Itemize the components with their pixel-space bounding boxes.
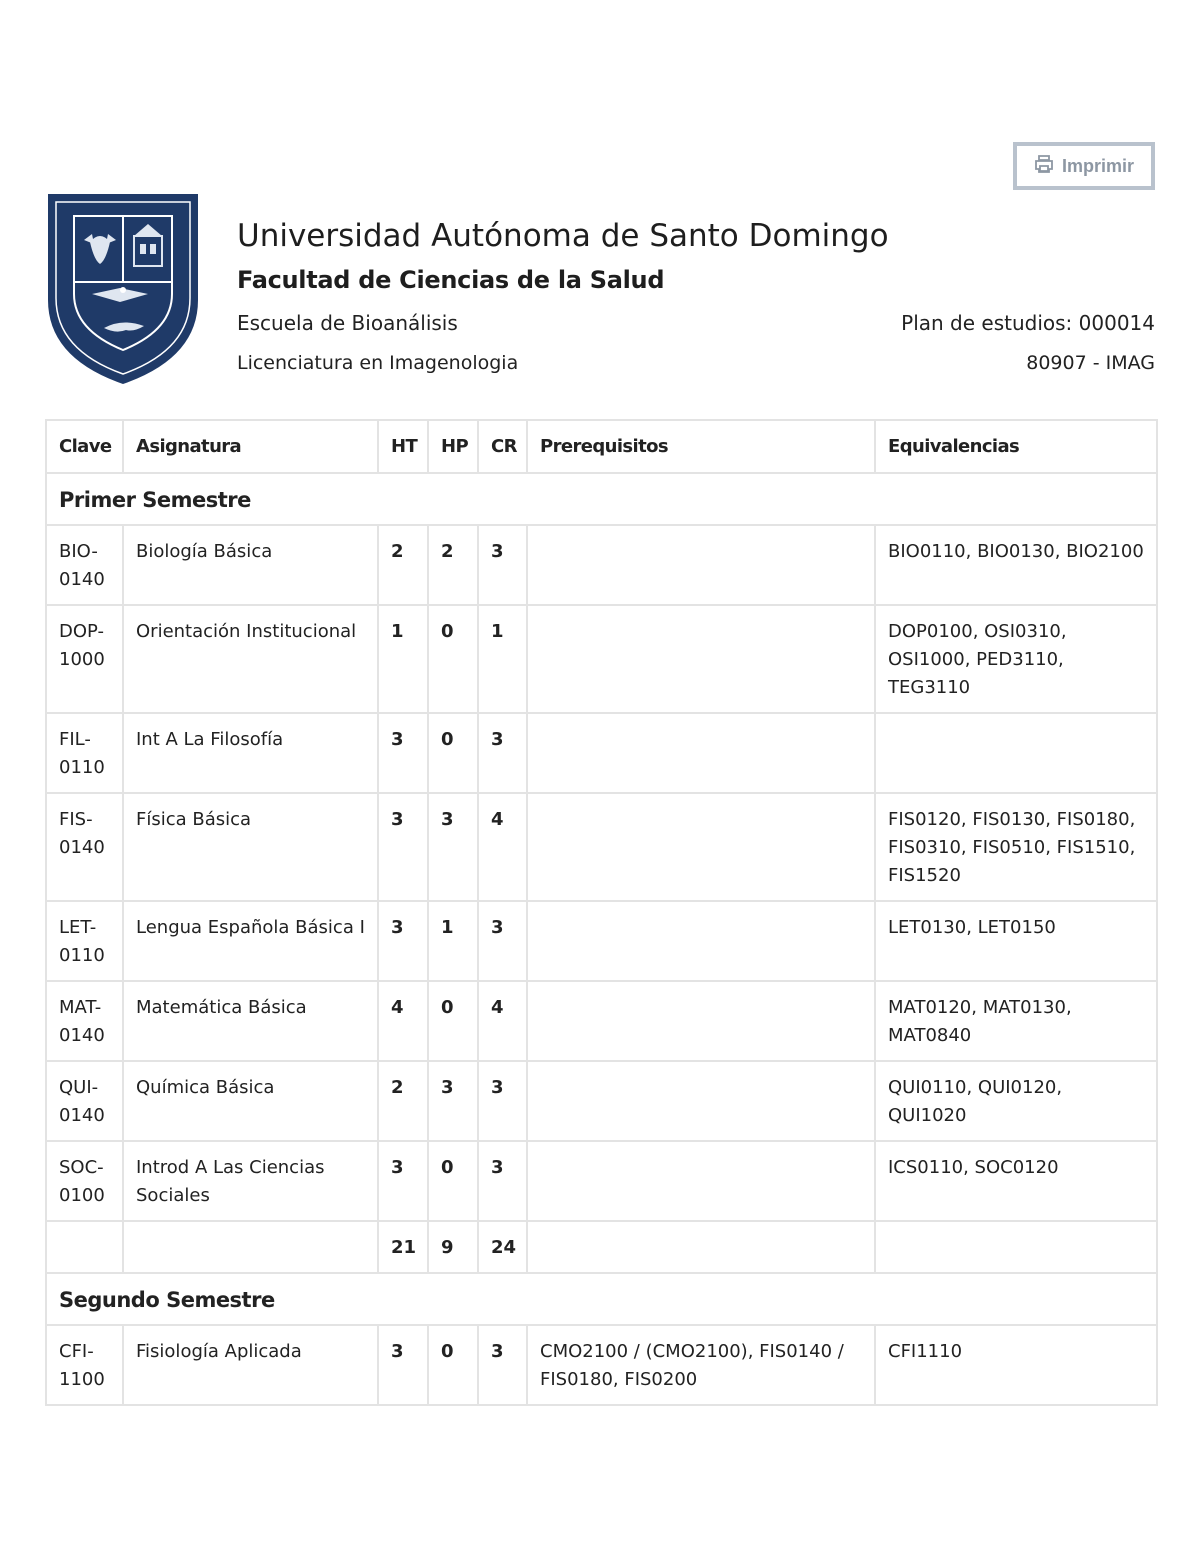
semester-header-row (46, 1273, 1157, 1325)
cell-prerequisitos (527, 981, 875, 1061)
cell-clave: SOC-0100 (46, 1141, 123, 1221)
cell-asignatura: Orientación Institucional (123, 605, 378, 713)
cell-hp: 0 (428, 981, 478, 1061)
table-row (46, 525, 1157, 605)
column-header-ht: HT (378, 420, 428, 473)
table-row (46, 605, 1157, 713)
study-plan: Plan de estudios: 000014 (901, 311, 1155, 335)
cell-cr: 3 (478, 1325, 527, 1405)
cell-clave: MAT-0140 (46, 981, 123, 1061)
cell-equivalencias: DOP0100, OSI0310, OSI1000, PED3110, TEG3110 (875, 605, 1157, 713)
column-header-asignatura: Asignatura (123, 420, 378, 473)
cell-prerequisitos: CMO2100 / (CMO2100), FIS0140 / FIS0180, FIS0200 (527, 1325, 875, 1405)
cell-hp: 0 (428, 1325, 478, 1405)
cell-hp: 2 (428, 525, 478, 605)
faculty-name: Facultad de Ciencias de la Salud (237, 266, 665, 294)
cell-ht: 3 (378, 1141, 428, 1221)
cell-asignatura: Int A La Filosofía (123, 713, 378, 793)
cell-equivalencias: ICS0110, SOC0120 (875, 1141, 1157, 1221)
university-name: Universidad Autónoma de Santo Domingo (237, 218, 889, 254)
print-button[interactable] (1013, 142, 1155, 190)
cell-ht: 3 (378, 793, 428, 901)
table-row (46, 901, 1157, 981)
cell-ht: 3 (378, 1325, 428, 1405)
cell-prerequisitos (527, 1061, 875, 1141)
cell-hp: 1 (428, 901, 478, 981)
cell-cr: 3 (478, 1141, 527, 1221)
column-header-cr: CR (478, 420, 527, 473)
semester-title: Segundo Semestre (46, 1273, 1157, 1325)
cell-ht: 2 (378, 525, 428, 605)
curriculum-table (45, 419, 1158, 1406)
cell-clave: QUI-0140 (46, 1061, 123, 1141)
cell-empty (527, 1221, 875, 1273)
cell-equivalencias: MAT0120, MAT0130, MAT0840 (875, 981, 1157, 1061)
cell-equivalencias: BIO0110, BIO0130, BIO2100 (875, 525, 1157, 605)
cell-clave: DOP-1000 (46, 605, 123, 713)
printer-icon (1034, 155, 1054, 178)
cell-prerequisitos (527, 793, 875, 901)
cell-ht: 3 (378, 713, 428, 793)
semester-header-row (46, 473, 1157, 525)
cell-prerequisitos (527, 713, 875, 793)
cell-cr: 4 (478, 981, 527, 1061)
cell-equivalencias: QUI0110, QUI0120, QUI1020 (875, 1061, 1157, 1141)
cell-equivalencias: LET0130, LET0150 (875, 901, 1157, 981)
cell-asignatura: Química Básica (123, 1061, 378, 1141)
cell-hp: 0 (428, 713, 478, 793)
cell-cr: 1 (478, 605, 527, 713)
table-row (46, 1061, 1157, 1141)
cell-prerequisitos (527, 901, 875, 981)
cell-ht: 3 (378, 901, 428, 981)
cell-equivalencias (875, 713, 1157, 793)
cell-equivalencias: CFI1110 (875, 1325, 1157, 1405)
cell-prerequisitos (527, 1141, 875, 1221)
cell-ht: 4 (378, 981, 428, 1061)
cell-asignatura: Biología Básica (123, 525, 378, 605)
cell-ht: 2 (378, 1061, 428, 1141)
cell-asignatura: Introd A Las Ciencias Sociales (123, 1141, 378, 1221)
table-row (46, 793, 1157, 901)
total-cr: 24 (478, 1221, 527, 1273)
totals-row (46, 1221, 1157, 1273)
cell-asignatura: Matemática Básica (123, 981, 378, 1061)
cell-cr: 3 (478, 901, 527, 981)
table-row (46, 713, 1157, 793)
cell-prerequisitos (527, 525, 875, 605)
cell-cr: 3 (478, 525, 527, 605)
cell-cr: 3 (478, 1061, 527, 1141)
column-header-prerequisitos: Prerequisitos (527, 420, 875, 473)
cell-empty (875, 1221, 1157, 1273)
column-header-clave: Clave (46, 420, 123, 473)
semester-title: Primer Semestre (46, 473, 1157, 525)
program-name: Licenciatura en Imagenologia (237, 352, 519, 374)
print-button-label: Imprimir (1061, 155, 1135, 176)
cell-clave: LET-0110 (46, 901, 123, 981)
table-row (46, 1325, 1157, 1405)
university-seal-logo (44, 190, 202, 386)
column-header-hp: HP (428, 420, 478, 473)
cell-clave: CFI-1100 (46, 1325, 123, 1405)
total-ht: 21 (378, 1221, 428, 1273)
total-hp: 9 (428, 1221, 478, 1273)
school-name: Escuela de Bioanálisis (237, 311, 458, 335)
cell-clave: BIO-0140 (46, 525, 123, 605)
cell-cr: 4 (478, 793, 527, 901)
cell-equivalencias: FIS0120, FIS0130, FIS0180, FIS0310, FIS0510, FIS1510, FIS1520 (875, 793, 1157, 901)
cell-empty (46, 1221, 123, 1273)
cell-prerequisitos (527, 605, 875, 713)
cell-empty (123, 1221, 378, 1273)
cell-hp: 3 (428, 1061, 478, 1141)
cell-asignatura: Física Básica (123, 793, 378, 901)
cell-hp: 0 (428, 605, 478, 713)
column-header-equivalencias: Equivalencias (875, 420, 1157, 473)
table-header-row (46, 420, 1157, 473)
cell-clave: FIL-0110 (46, 713, 123, 793)
cell-cr: 3 (478, 713, 527, 793)
cell-clave: FIS-0140 (46, 793, 123, 901)
program-code: 80907 - IMAG (1026, 352, 1155, 374)
cell-hp: 3 (428, 793, 478, 901)
cell-asignatura: Lengua Española Básica I (123, 901, 378, 981)
cell-asignatura: Fisiología Aplicada (123, 1325, 378, 1405)
table-row (46, 1141, 1157, 1221)
cell-ht: 1 (378, 605, 428, 713)
table-row (46, 981, 1157, 1061)
cell-hp: 0 (428, 1141, 478, 1221)
